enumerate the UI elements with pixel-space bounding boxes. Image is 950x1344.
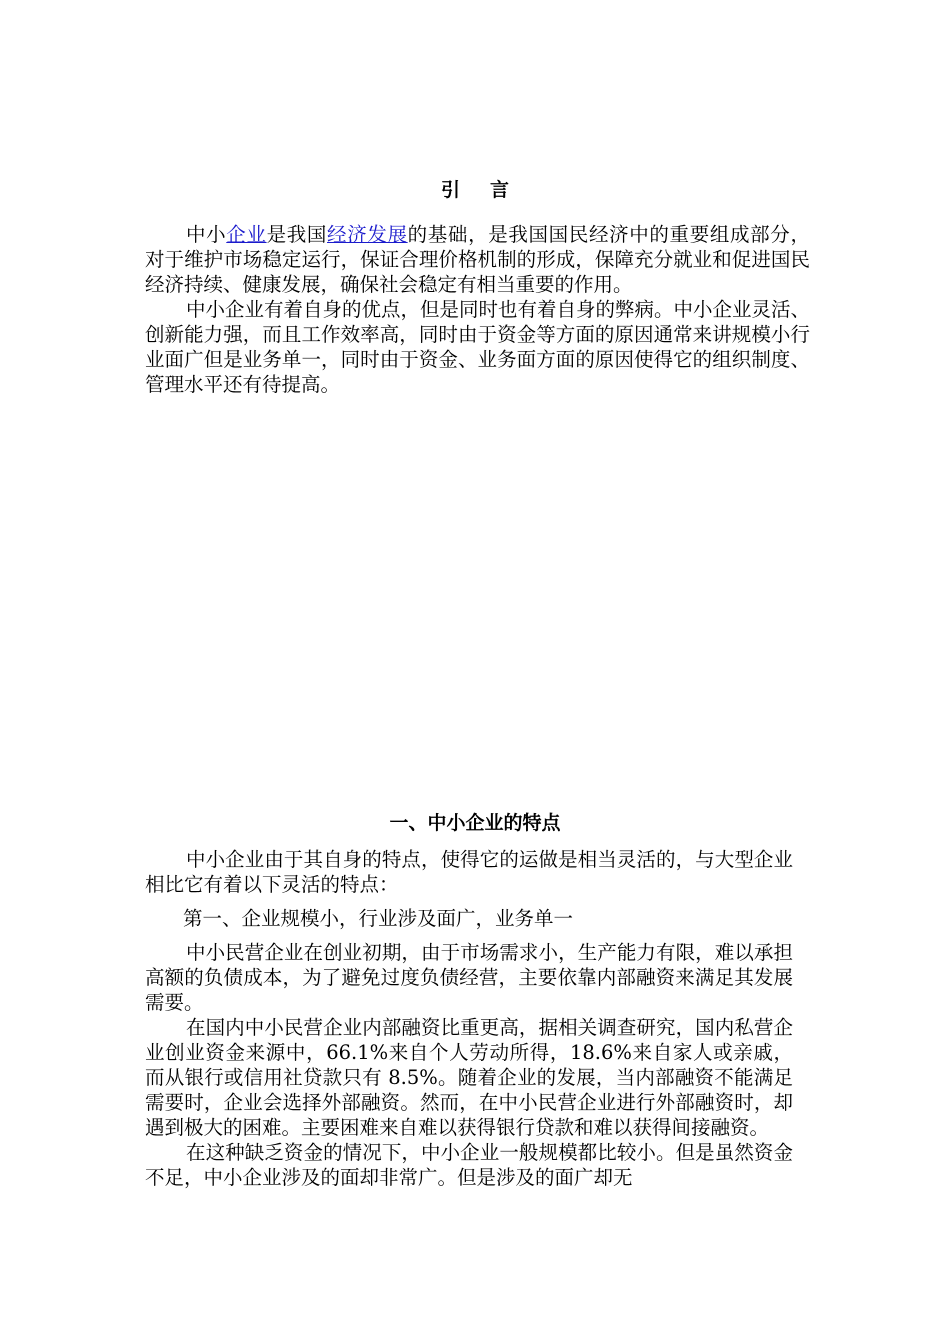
intro-section [145, 222, 810, 397]
link-economic-development[interactable]: 经济发展 [327, 223, 408, 246]
section1-paragraph-3: 在国内中小民营企业内部融资比重更高，据相关调查研究，国内私营企业创业资金来源中，66.1%来自个人劳动所得，18.6%来自家人或亲戚，而从银行或信用社贷款只有 8.5%。随着企业的发展，当内部融资不能满足需要时，企业会选择外部融资。然而，在中小民营企业进行外部融资时，却遇到极大的困难。主要困难来自难以获得银行贷款和难以获得间接融资。 [145, 1016, 793, 1139]
section1-heading: 一、中小企业的特点 [389, 812, 561, 834]
intro-paragraph-1 [145, 222, 810, 297]
section1-body [145, 847, 793, 1190]
intro-p1-text-a: 中小 [186, 223, 227, 246]
link-enterprise[interactable]: 企业 [226, 223, 267, 246]
section1-paragraph-1: 中小企业由于其自身的特点，使得它的运做是相当灵活的，与大型企业相比它有着以下灵活的特点： [145, 848, 793, 896]
section1-paragraph-4: 在这种缺乏资金的情况下，中小企业一般规模都比较小。但是虽然资金不足，中小企业涉及的面却非常广。但是涉及的面广却无 [145, 1141, 793, 1189]
intro-paragraph-2: 中小企业有着自身的优点，但是同时也有着自身的弊病。中小企业灵活、创新能力强，而且工作效率高，同时由于资金等方面的原因通常来讲规模小行业面广但是业务单一，同时由于资金、业务面方面的原因使得它的组织制度、管理水平还有待提高。 [145, 298, 811, 396]
section1-paragraph-2: 中小民营企业在创业初期，由于市场需求小，生产能力有限，难以承担高额的负债成本，为了避免过度负债经营，主要依靠内部融资来满足其发展需要。 [145, 941, 793, 1014]
section1-subheading: 第一、企业规模小，行业涉及面广，业务单一 [183, 907, 574, 930]
intro-p1-text-c: 的基础，是我国国民经济中的重要组成部分，对于维护市场稳定运行，保证合理价格机制的形成，保障充分就业和促进国民经济持续、健康发展，确保社会稳定有相当重要的作用。 [145, 223, 810, 296]
intro-p1-text-b: 是我国 [266, 223, 328, 246]
intro-heading: 引言 [440, 179, 539, 201]
